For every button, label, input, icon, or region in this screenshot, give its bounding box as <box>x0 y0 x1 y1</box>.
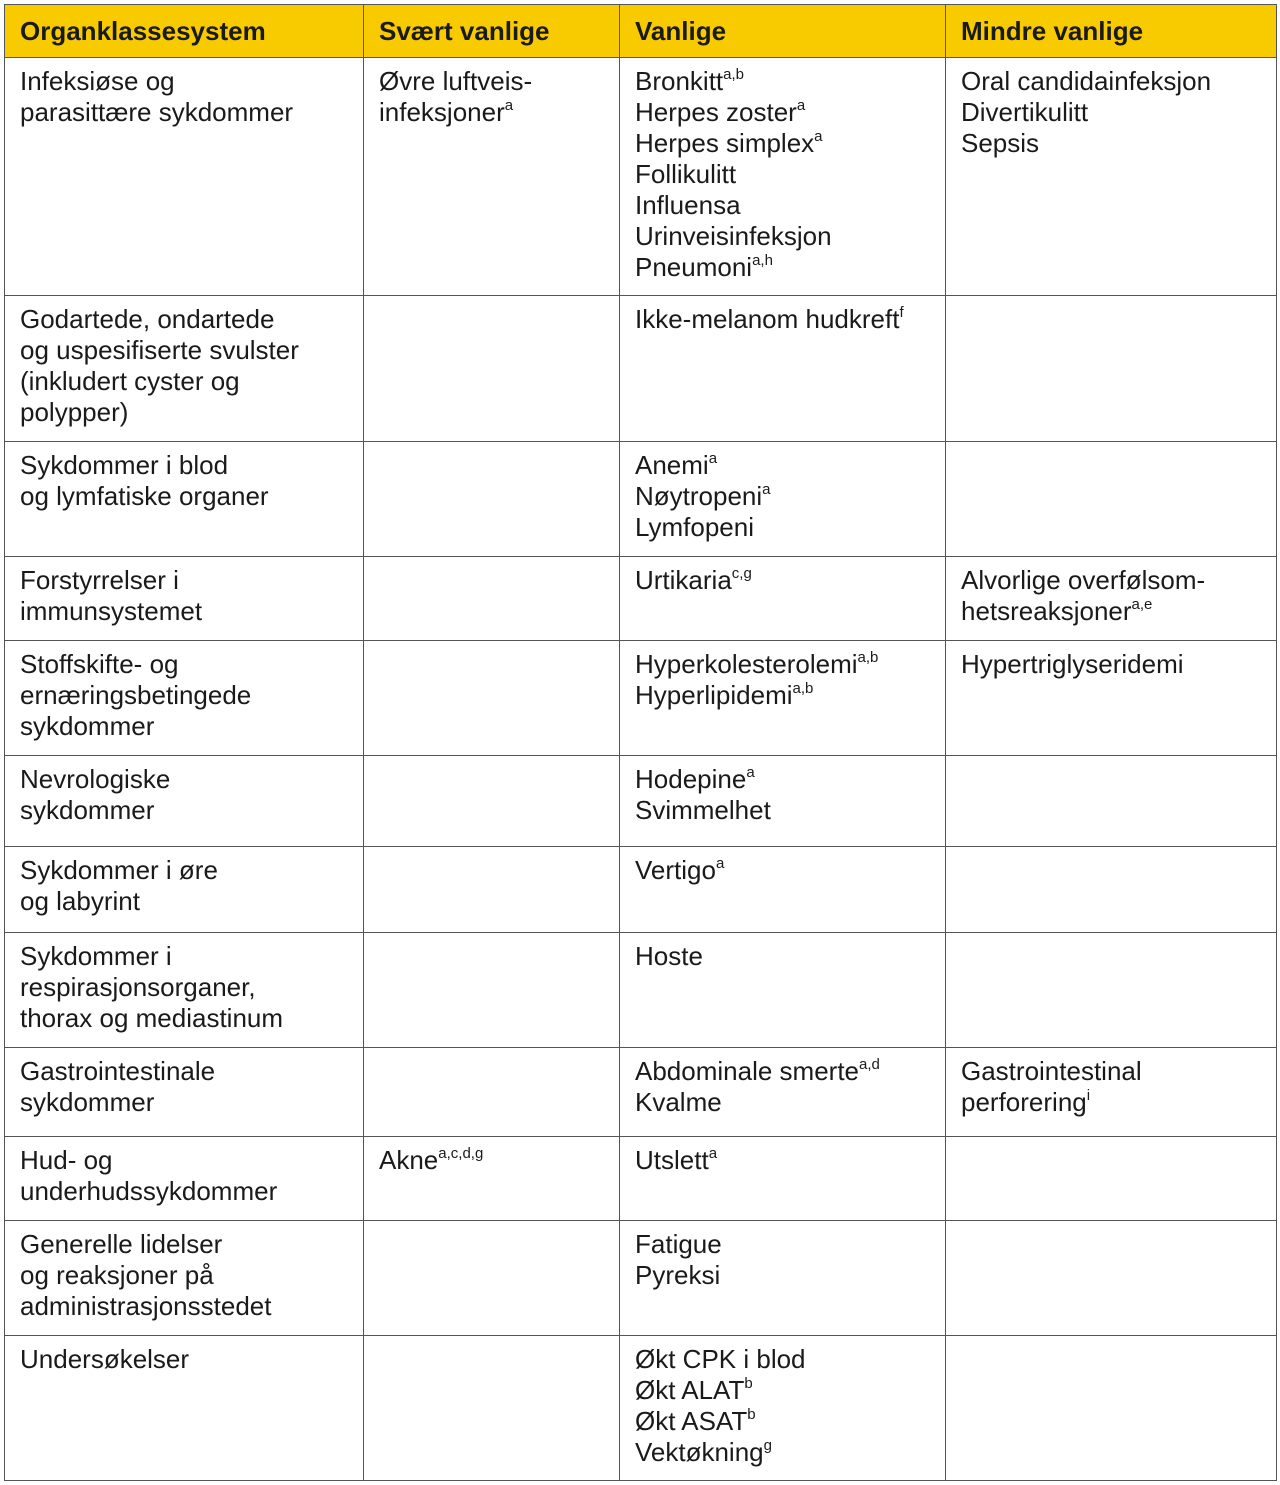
footnote-marker: a,e <box>1131 596 1153 614</box>
cell-line <box>635 252 930 283</box>
uncommon-cell <box>946 756 1277 847</box>
cell-line <box>635 66 930 97</box>
cell-line: parasittære sykdommer <box>20 97 294 127</box>
term-text: Økt ASAT <box>635 1406 748 1436</box>
table-row <box>5 58 1277 296</box>
term-text: Hyperlipidemi <box>635 680 793 710</box>
cell-line <box>379 66 604 97</box>
organ-class-cell <box>5 756 364 847</box>
term-text: Øvre luftveis- <box>379 66 533 96</box>
common-cell <box>620 58 946 296</box>
cell-line: Sykdommer i øre <box>20 855 218 885</box>
table-row <box>5 442 1277 557</box>
cell-line <box>961 128 1261 159</box>
term-text: Hodepine <box>635 764 747 794</box>
organ-class-cell <box>5 442 364 557</box>
term-text: Hyperkolesterolemi <box>635 649 858 679</box>
term-text: Urinveisinfeksjon <box>635 221 832 251</box>
uncommon-cell <box>946 1221 1277 1336</box>
header-row <box>5 5 1277 58</box>
cell-line <box>635 128 930 159</box>
footnote-marker: b <box>747 1406 756 1424</box>
cell-line <box>635 941 930 972</box>
cell-line: sykdommer <box>20 795 155 825</box>
table-row <box>5 1221 1277 1336</box>
common-cell <box>620 1336 946 1481</box>
organ-class-cell <box>5 1137 364 1221</box>
organ-class-cell <box>5 1221 364 1336</box>
cell-line: Forstyrrelser i <box>20 565 179 595</box>
very-common-cell <box>364 296 620 442</box>
cell-line: (inkludert cyster og <box>20 366 240 396</box>
term-text: Vertigo <box>635 855 716 885</box>
uncommon-cell <box>946 1336 1277 1481</box>
term-text: Divertikulitt <box>961 97 1089 127</box>
footnote-marker: i <box>1086 1087 1091 1105</box>
very-common-cell <box>364 1336 620 1481</box>
cell-line: Godartede, ondartede <box>20 304 275 334</box>
uncommon-cell <box>946 58 1277 296</box>
organ-class-cell <box>5 641 364 756</box>
common-cell <box>620 1221 946 1336</box>
header-organ-class: Organklassesystem <box>5 5 364 58</box>
cell-line: Gastrointestinale <box>20 1056 216 1086</box>
uncommon-cell <box>946 641 1277 756</box>
uncommon-cell <box>946 557 1277 641</box>
table-row <box>5 847 1277 933</box>
cell-line <box>635 1406 930 1437</box>
cell-line: Sykdommer i blod <box>20 450 229 480</box>
cell-line: og reaksjoner på <box>20 1260 214 1290</box>
cell-line <box>635 855 930 886</box>
cell-line <box>635 450 930 481</box>
footnote-marker: a,b <box>857 649 879 667</box>
organ-class-cell <box>5 1336 364 1481</box>
term-text: Sepsis <box>961 128 1040 158</box>
cell-line <box>379 1145 604 1176</box>
cell-line <box>635 159 930 190</box>
term-text: Anemi <box>635 450 709 480</box>
term-text: Akne <box>379 1145 439 1175</box>
cell-line <box>635 1344 930 1375</box>
very-common-cell <box>364 1137 620 1221</box>
adverse-reactions-table <box>4 4 1277 1481</box>
footnote-marker: a,b <box>792 680 814 698</box>
term-text: Oral candidainfeksjon <box>961 66 1212 96</box>
term-text: Abdominale smerte <box>635 1056 859 1086</box>
header-uncommon: Mindre vanlige <box>946 5 1277 58</box>
term-text: Lymfopeni <box>635 512 754 542</box>
footnote-marker: g <box>763 1437 772 1455</box>
footnote-marker: c,g <box>731 565 752 583</box>
footnote-marker: a <box>715 855 725 873</box>
common-cell <box>620 557 946 641</box>
cell-line: thorax og mediastinum <box>20 1003 284 1033</box>
cell-line <box>635 1145 930 1176</box>
cell-line: sykdommer <box>20 711 155 741</box>
footnote-marker: a,d <box>859 1056 880 1074</box>
term-text: Vektøkning <box>635 1437 764 1467</box>
cell-line <box>635 1087 930 1118</box>
term-text: hetsreaksjoner <box>961 596 1132 626</box>
common-cell <box>620 1137 946 1221</box>
footnote-marker: b <box>744 1375 753 1393</box>
term-text: Nøytropeni <box>635 481 763 511</box>
common-cell <box>620 847 946 933</box>
term-text: Fatigue <box>635 1229 722 1259</box>
cell-line <box>635 649 930 680</box>
cell-line: Sykdommer i <box>20 941 172 971</box>
very-common-cell <box>364 1048 620 1137</box>
header-very-common: Svært vanlige <box>364 5 620 58</box>
very-common-cell <box>364 442 620 557</box>
cell-line <box>961 565 1261 596</box>
footnote-marker: a <box>746 764 755 782</box>
cell-line <box>635 1260 930 1291</box>
cell-line <box>961 1087 1261 1118</box>
cell-line: administrasjonsstedet <box>20 1291 272 1321</box>
cell-line <box>635 764 930 795</box>
very-common-cell <box>364 557 620 641</box>
very-common-cell <box>364 58 620 296</box>
term-text: Follikulitt <box>635 159 737 189</box>
term-text: perforering <box>961 1087 1087 1117</box>
table-row <box>5 641 1277 756</box>
term-text: Kvalme <box>635 1087 722 1117</box>
footnote-marker: a <box>708 450 718 468</box>
footnote-marker: f <box>899 304 904 322</box>
cell-line: og lymfatiske organer <box>20 481 269 511</box>
uncommon-cell <box>946 847 1277 933</box>
cell-line <box>635 1229 930 1260</box>
cell-line: Hud- og <box>20 1145 113 1175</box>
cell-line <box>961 649 1261 680</box>
term-text: Pyreksi <box>635 1260 721 1290</box>
organ-class-cell <box>5 933 364 1048</box>
cell-line <box>635 1375 930 1406</box>
term-text: Utslett <box>635 1145 709 1175</box>
term-text: Ikke-melanom hudkreft <box>635 304 900 334</box>
cell-line: respirasjonsorganer, <box>20 972 256 1002</box>
cell-line: Stoffskifte- og <box>20 649 179 679</box>
table-row <box>5 296 1277 442</box>
cell-line <box>379 97 604 128</box>
footnote-marker: a,c,d,g <box>438 1145 484 1163</box>
cell-line <box>635 221 930 252</box>
footnote-marker: a <box>504 97 514 115</box>
cell-line <box>635 304 930 335</box>
term-text: Hoste <box>635 941 703 971</box>
common-cell <box>620 1048 946 1137</box>
cell-line: polypper) <box>20 397 129 427</box>
table-row <box>5 1336 1277 1481</box>
cell-line <box>635 565 930 596</box>
common-cell <box>620 756 946 847</box>
organ-class-cell <box>5 296 364 442</box>
cell-line: Undersøkelser <box>20 1344 190 1374</box>
footnote-marker: a <box>796 97 806 115</box>
cell-line <box>961 1056 1261 1087</box>
term-text: Hypertriglyseridemi <box>961 649 1184 679</box>
organ-class-cell <box>5 1048 364 1137</box>
cell-line <box>635 680 930 711</box>
term-text: Urtikaria <box>635 565 732 595</box>
term-text: Pneumoni <box>635 252 753 282</box>
term-text: Økt CPK i blod <box>635 1344 806 1374</box>
cell-line <box>635 795 930 826</box>
header-common: Vanlige <box>620 5 946 58</box>
very-common-cell <box>364 641 620 756</box>
term-text: Svimmelhet <box>635 795 771 825</box>
footnote-marker: a <box>708 1145 718 1163</box>
uncommon-cell <box>946 933 1277 1048</box>
table-row <box>5 1137 1277 1221</box>
cell-line: Generelle lidelser <box>20 1229 223 1259</box>
uncommon-cell <box>946 1048 1277 1137</box>
cell-line <box>635 481 930 512</box>
very-common-cell <box>364 756 620 847</box>
cell-line <box>635 97 930 128</box>
common-cell <box>620 296 946 442</box>
term-text: infeksjoner <box>379 97 505 127</box>
uncommon-cell <box>946 442 1277 557</box>
table-row <box>5 756 1277 847</box>
term-text: Influensa <box>635 190 741 220</box>
cell-line: immunsystemet <box>20 596 203 626</box>
table-body <box>5 58 1277 1481</box>
cell-line <box>635 512 930 543</box>
cell-line: Nevrologiske <box>20 764 171 794</box>
footnote-marker: a,b <box>723 66 745 84</box>
organ-class-cell <box>5 58 364 296</box>
cell-line: sykdommer <box>20 1087 155 1117</box>
cell-line <box>635 1437 930 1468</box>
common-cell <box>620 933 946 1048</box>
very-common-cell <box>364 933 620 1048</box>
footnote-marker: a <box>814 128 823 146</box>
common-cell <box>620 442 946 557</box>
cell-line: og uspesifiserte svulster <box>20 335 299 365</box>
term-text: Herpes simplex <box>635 128 815 158</box>
cell-line: underhudssykdommer <box>20 1176 278 1206</box>
uncommon-cell <box>946 1137 1277 1221</box>
term-text: Gastrointestinal <box>961 1056 1142 1086</box>
cell-line <box>635 190 930 221</box>
term-text: Herpes zoster <box>635 97 797 127</box>
uncommon-cell <box>946 296 1277 442</box>
cell-line <box>635 1056 930 1087</box>
organ-class-cell <box>5 847 364 933</box>
organ-class-cell <box>5 557 364 641</box>
very-common-cell <box>364 1221 620 1336</box>
table-row <box>5 557 1277 641</box>
cell-line: ernæringsbetingede <box>20 680 252 710</box>
term-text: Økt ALAT <box>635 1375 745 1405</box>
table-row <box>5 933 1277 1048</box>
term-text: Bronkitt <box>635 66 724 96</box>
very-common-cell <box>364 847 620 933</box>
cell-line: og labyrint <box>20 886 140 916</box>
cell-line <box>961 66 1261 97</box>
footnote-marker: a <box>762 481 771 499</box>
cell-line <box>961 596 1261 627</box>
cell-line <box>961 97 1261 128</box>
footnote-marker: a,h <box>752 252 773 270</box>
common-cell <box>620 641 946 756</box>
term-text: Alvorlige overfølsom- <box>961 565 1206 595</box>
cell-line: Infeksiøse og <box>20 66 175 96</box>
table-row <box>5 1048 1277 1137</box>
